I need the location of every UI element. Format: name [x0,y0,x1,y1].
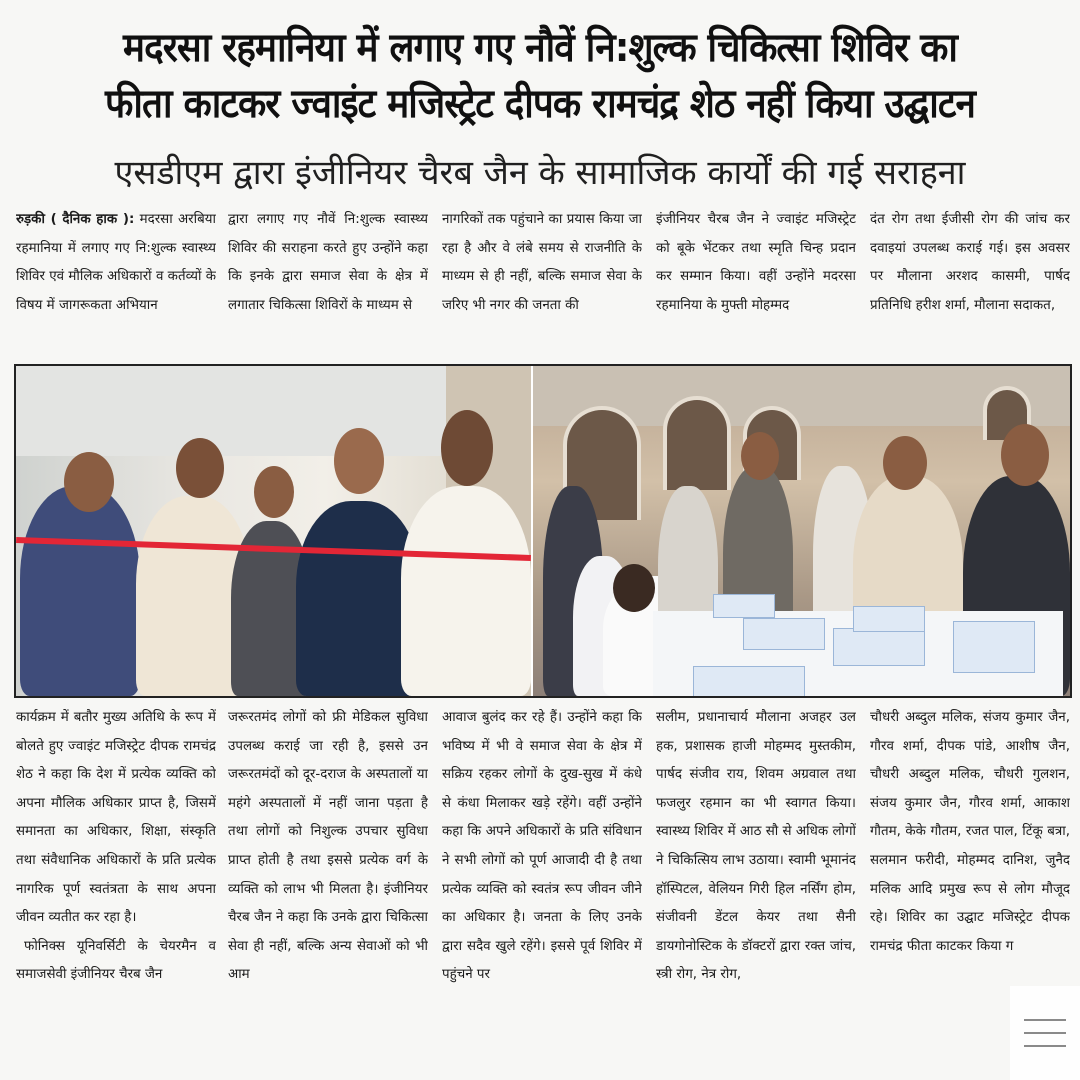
top-column-1-text: मदरसा अरबिया रहमानिया में लगाए गए नि:शुल्क स्वास्थ्य शिविर एवं मौलिक अधिकारों व कर्तव्यों के विषय में जागरूकता अभियान [16,212,216,313]
top-column-3-text: नागरिकों तक पहुंचाने का प्रयास किया जा रहा है और वे लंबे समय से राजनीति के माध्यम से ही नहीं, बल्कि समाज सेवा के जरिए भी नगर की जनता की [442,212,642,313]
bottom-column-3-text: आवाज बुलंद कर रहे हैं। उन्होंने कहा कि भविष्य में भी वे समाज सेवा के क्षेत्र में सक्रिय रहकर लोगों के दुख-सुख में कंधे से कंधा मिलाकर खड़े रहेंगे। वहीं उन्होंने कहा कि अपने अधिकारों के प्रति संविधान ने सभी लोगों को पूर्ण आजादी दी है तथा प्रत्येक व्यक्ति को स्वतंत्र रूप जीवन जीने का अधिकार है। जनता के लिए उनके द्वारा सदैव खुले रहेंगे। इससे पूर्व शिविर में पहुंचने पर [442,710,642,983]
hamburger-menu-icon[interactable] [1010,986,1080,1080]
bottom-column-5-text: चौधरी अब्दुल मलिक, संजय कुमार जैन, गौरव शर्मा, दीपक पांडे, आशीष जैन, चौधरी अब्दुल मलिक, चौधरी गुलशन, संजय कुमार जैन, गौरव शर्मा, आकाश गौतम, केके गौतम, रजत पाल, टिंकू बत्रा, सलमान फरीदी, मोहम्मद दानिश, जुनैद मलिक आदि प्रमुख रूप से लोग मौजूद रहे। शिविर का उद्घाट मजिस्ट्रेट दीपक रामचंद्र फीता काटकर किया ग [870,710,1070,954]
headline [56,20,1024,132]
bottom-column-1-text: कार्यक्रम में बतौर मुख्य अतिथि के रूप में बोलते हुए ज्वाइंट मजिस्ट्रेट दीपक रामचंद्र शेठ ने कहा कि देश में प्रत्येक व्यक्ति को अपना मौलिक अधिकार प्राप्त है, जिसमें समानता का अधिकार, शिक्षा, संस्कृति तथा संवैधानिक अधिकारों के प्रति प्रत्येक नागरिक पूर्ण स्वतंत्रता के साथ अपना जीवन व्यतीत कर रहा है। [16,710,216,926]
top-column-2 [228,206,428,356]
top-column-4 [656,206,856,356]
subheadline: एसडीएम द्वारा इंजीनियर चैरब जैन के सामाजिक कार्यों की गई सराहना [114,153,966,193]
health-camp-photo [533,366,1070,696]
headline-line-2: फीता काटकर ज्वाइंट मजिस्ट्रेट दीपक रामचंद्र शेठ नहीं किया उद्घाटन [104,81,976,127]
top-column-2-text: द्वारा लगाए गए नौवें नि:शुल्क स्वास्थ्य शिविर की सराहना करते हुए उन्होंने कहा कि इनके द्वारा समाज सेवा के क्षेत्र में लगातार चिकित्सा शिविरों के माध्यम से [228,212,428,313]
top-column-5-text: दंत रोग तथा ईजीसी रोग की जांच कर दवाइयां उपलब्ध कराई गई। इस अवसर पर मौलाना अरशद कासमी, पार्षद प्रतिनिधि हरीश शर्मा, मौलाना सदाकत, [870,212,1070,313]
top-column-5 [870,206,1070,356]
bottom-column-4-text: सलीम, प्रधानाचार्य मौलाना अजहर उल हक, प्रशासक हाजी मोहम्मद मुस्तकीम, पार्षद संजीव राय, शिवम अग्रवाल तथा फजलुर रहमान का भी स्वागत किया। स्वास्थ्य शिविर में आठ सौ से अधिक लोगों ने चिकित्सिय लाभ उठाया। स्वामी भूमानंद हॉस्पिटल, वेलियन गिरी हिल नर्सिंग होम, संजीवनी डेंटल केयर तथा सैनी डायगोनोस्टिक के डॉक्टरों द्वारा रक्त जांच, स्त्री रोग, नेत्र रोग, [656,710,856,983]
ribbon-cutting-photo [16,366,531,696]
top-column-4-text: इंजीनियर चैरब जैन ने ज्वाइंट मजिस्ट्रेट को बूके भेंटकर तथा स्मृति चिन्ह प्रदान कर सम्मान किया। वहीं उन्होंने मदरसा रहमानिया के मुफ्ती मोहम्मद [656,212,856,313]
top-column-3 [442,206,642,356]
headline-line-1: मदरसा रहमानिया में लगाए गए नौवें नि:शुल्क चिकित्सा शिविर का [122,25,958,71]
bottom-column-2 [228,704,428,1074]
bottom-column-1 [16,704,216,1074]
bottom-column-2-text: जरूरतमंद लोगों को फ्री मेडिकल सुविधा उपलब्ध कराई जा रही है, इससे उन जरूरतमंदों को दूर-दराज के अस्पतालों या महंगे अस्पतालों में नहीं जाना पड़ता है तथा लोगों को निशुल्क उपचार सुविधा प्राप्त होती है तथा इससे प्रत्येक वर्ग के व्यक्ति को लाभ भी मिलता है। इंजीनियर चैरब जैन ने कहा कि उनके द्वारा चिकित्सा सेवा ही नहीं, बल्कि अन्य सेवाओं को भी आम [228,710,428,983]
article-photos [14,364,1072,698]
top-column-1 [16,206,216,356]
bottom-column-4 [656,704,856,1074]
bottom-column-1-extra: फोनिक्स यूनिवर्सिटी के चेयरमैन व समाजसेवी इंजीनियर चैरब जैन [16,938,216,983]
bottom-column-3 [442,704,642,1074]
dateline: रुड़की ( दैनिक हाक ): [16,212,135,227]
